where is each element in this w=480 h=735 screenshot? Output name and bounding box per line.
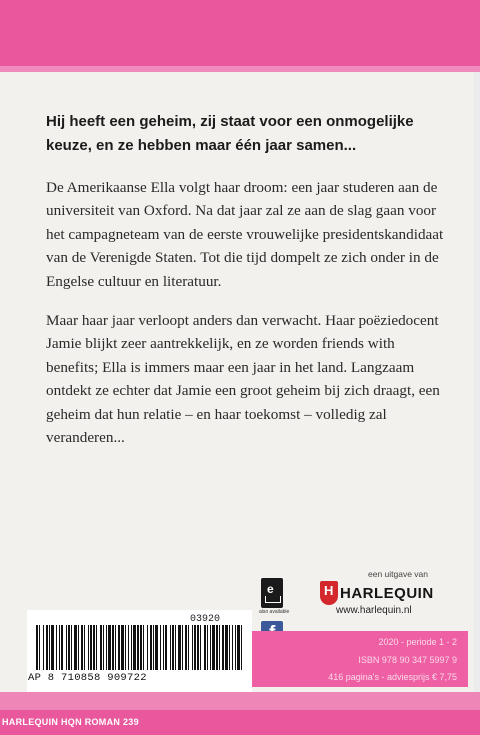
barcode-bar: [121, 625, 124, 670]
barcode-bar: [153, 625, 154, 670]
barcode-bar: [241, 625, 242, 670]
barcode-bar: [43, 625, 44, 670]
barcode-bar: [160, 625, 161, 670]
publisher-name: HARLEQUIN: [340, 585, 434, 602]
barcode-bar: [185, 625, 187, 670]
barcode-bar: [49, 625, 50, 670]
barcode-addon-number: 03920: [190, 614, 221, 625]
barcode-bar: [115, 625, 116, 670]
barcode-bar: [106, 625, 107, 670]
info-period: 2020 - periode 1 - 2: [378, 637, 457, 647]
barcode-bar: [207, 625, 208, 670]
tagline: Hij heeft een geheim, zij staat voor een onmogelijke keuze, en ze hebben maar één jaar samen...: [46, 113, 414, 154]
barcode-bar: [165, 625, 167, 670]
paragraph-1: De Amerikaanse Ella volgt haar droom: een jaar studeren aan de universiteit van Oxford. Na dat jaar zal ze aan de slag gaan voor het campagneteam van de eerste vrouwelijke presidentskandidaat van de Verenigde Staten. Tot die tijd dompelt ze zich onder in de Engelse cultuur en literatuur.: [46, 179, 444, 290]
barcode-bar: [100, 625, 102, 670]
publisher-intro: een uitgave van: [367, 569, 429, 579]
barcode-bar: [78, 625, 79, 670]
barcode-bar: [56, 625, 57, 670]
barcode-bar: [147, 625, 148, 670]
barcode-bar: [46, 625, 48, 670]
barcode-bar: [118, 625, 120, 670]
back-cover-text: [46, 110, 446, 465]
barcode-bar: [39, 625, 40, 670]
barcode-bar: [103, 625, 104, 670]
barcode-bar: [125, 625, 126, 670]
barcode-bar: [128, 625, 129, 670]
shield-letter: H: [324, 583, 334, 598]
barcode-bar: [90, 625, 92, 670]
barcode-bar: [68, 625, 70, 670]
info-pages-price: 416 pagina's - adviesprijs € 7,75: [328, 672, 457, 682]
ebook-icon: [261, 578, 283, 608]
barcode-bar: [194, 625, 196, 670]
page-edge: [474, 72, 480, 717]
barcode-bar: [71, 625, 72, 670]
barcode-bar: [66, 625, 67, 670]
barcode-bar: [51, 625, 54, 670]
barcode-bar: [137, 625, 139, 670]
barcode-bar: [192, 625, 193, 670]
info-isbn: ISBN 978 90 347 5997 9: [358, 655, 457, 665]
barcode-bars: [36, 625, 242, 670]
barcode-bar: [200, 625, 201, 670]
barcode-bar: [229, 625, 230, 670]
barcode-bar: [112, 625, 114, 670]
barcode-bar: [131, 625, 132, 670]
book-shape: [265, 596, 281, 603]
barcode-bar: [182, 625, 183, 670]
barcode-bar: [235, 625, 236, 670]
barcode-bar: [74, 625, 77, 670]
publisher-logo: [318, 581, 458, 609]
barcode-bar: [232, 625, 233, 670]
barcode-number: AP 8 710858 909722: [28, 672, 147, 684]
publisher-block: [318, 569, 458, 616]
barcode-bar: [216, 625, 218, 670]
ebook-letter: e: [267, 582, 274, 596]
barcode-bar: [84, 625, 85, 670]
barcode-bar: [59, 625, 60, 670]
series-label: HARLEQUIN HQN ROMAN 239: [2, 717, 139, 727]
barcode-bar: [219, 625, 220, 670]
barcode-bar: [212, 625, 215, 670]
barcode-bar: [88, 625, 89, 670]
barcode-bar: [155, 625, 158, 670]
barcode-bar: [175, 625, 176, 670]
barcode-bar: [197, 625, 199, 670]
barcode-bar: [210, 625, 211, 670]
barcode-bar: [108, 625, 111, 670]
barcode-bar: [188, 625, 189, 670]
barcode-bar: [163, 625, 164, 670]
barcode-bar: [140, 625, 142, 670]
barcode-bar: [170, 625, 171, 670]
barcode-bar: [36, 625, 38, 670]
barcode-bar: [172, 625, 174, 670]
barcode-bar: [61, 625, 63, 670]
paragraph-2: Maar haar jaar verloopt anders dan verwacht. Haar poëziedocent Jamie blijkt zeer aantrekkelijk, en ze worden friends with benefits; Ella is immers maar een jaar in het land. Langzaam ontdekt ze echter dat Jamie een groot geheim bij zich draagt, een geheim dat hun relatie – en haar toekomst – volledig zal veranderen...: [46, 312, 440, 447]
barcode-bar: [237, 625, 240, 670]
barcode-bar: [204, 625, 206, 670]
top-pink-band: [0, 0, 480, 72]
barcode-bar: [225, 625, 228, 670]
barcode-bar: [222, 625, 224, 670]
publisher-url: www.harlequin.nl: [336, 605, 412, 616]
barcode-bar: [81, 625, 83, 670]
barcode-bar: [93, 625, 95, 670]
barcode-bar: [133, 625, 136, 670]
harlequin-shield-icon: [320, 581, 338, 605]
barcode-bar: [143, 625, 144, 670]
barcode-bar: [150, 625, 152, 670]
barcode-bar: [96, 625, 97, 670]
ebook-caption: also available: [259, 609, 290, 615]
barcode-bar: [178, 625, 181, 670]
